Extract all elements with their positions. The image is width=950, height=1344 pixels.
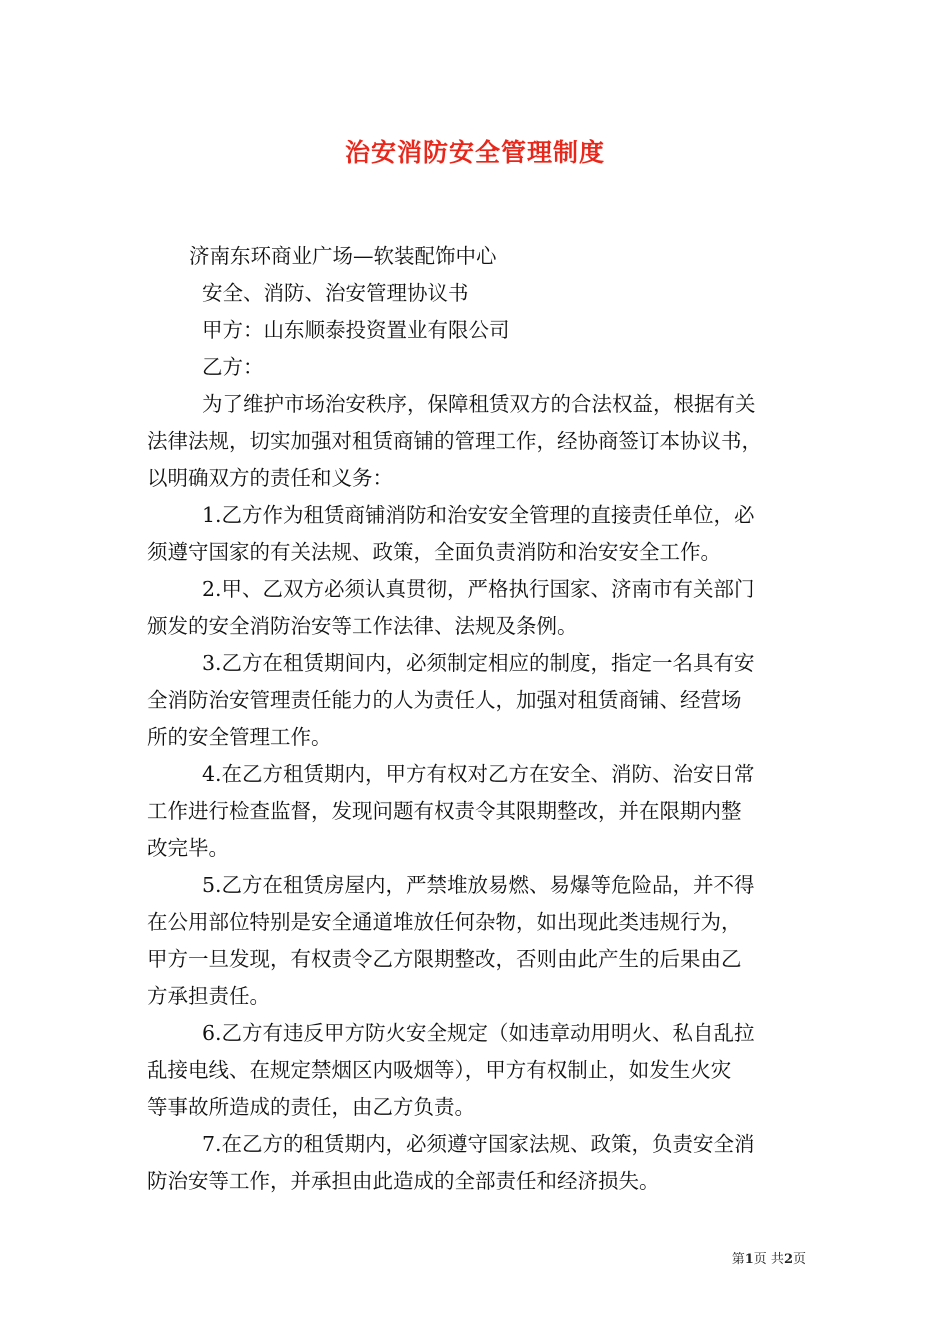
paragraph-line: 等事故所造成的责任，由乙方负责。	[147, 1095, 475, 1119]
paragraph-line: 1.乙方作为租赁商铺消防和治安安全管理的直接责任单位，必	[202, 503, 755, 527]
paragraph-line: 工作进行检查监督，发现问题有权责令其限期整改，并在限期内整	[147, 799, 742, 823]
paragraph	[147, 867, 817, 1015]
footer-middle: 页 共	[753, 1252, 784, 1267]
paragraph-line: 防治安等工作，并承担由此造成的全部责任和经济损失。	[147, 1169, 660, 1193]
footer-prefix: 第	[731, 1252, 745, 1267]
paragraph-line: 所的安全管理工作。	[147, 725, 332, 749]
footer-total-pages: 2	[783, 1252, 793, 1267]
paragraph-line: 7.在乙方的租赁期内，必须遵守国家法规、政策，负责安全消	[202, 1132, 755, 1156]
paragraph	[147, 1126, 817, 1200]
footer-suffix: 页	[792, 1252, 806, 1267]
paragraph	[147, 1015, 817, 1126]
paragraph-line: 3.乙方在租赁期间内，必须制定相应的制度，指定一名具有安	[202, 651, 755, 675]
paragraph-line: 以明确双方的责任和义务：	[147, 466, 393, 490]
paragraph-line: 法律法规，切实加强对租赁商铺的管理工作，经协商签订本协议书，	[147, 429, 762, 453]
paragraph-line: 须遵守国家的有关法规、政策，全面负责消防和治安安全工作。	[147, 540, 721, 564]
paragraph	[147, 756, 817, 867]
header-line-agreement: 安全、消防、治安管理协议书	[202, 281, 469, 305]
paragraph-line: 为了维护市场治安秩序，保障租赁双方的合法权益，根据有关	[202, 392, 756, 416]
paragraph-line: 在公用部位特别是安全通道堆放任何杂物，如出现此类违规行为，	[147, 910, 742, 934]
paragraph-line: 6.乙方有违反甲方防火安全规定（如违章动用明火、私自乱拉	[202, 1021, 755, 1045]
footer-current-page: 1	[744, 1252, 754, 1267]
paragraph-line: 4.在乙方租赁期内，甲方有权对乙方在安全、消防、治安日常	[202, 762, 755, 786]
header-line-party-a: 甲方：山东顺泰投资置业有限公司	[202, 318, 510, 342]
paragraph-line: 方承担责任。	[147, 984, 270, 1008]
paragraph-line: 2.甲、乙双方必须认真贯彻，严格执行国家、济南市有关部门	[202, 577, 755, 601]
paragraph	[147, 386, 817, 497]
paragraph-list	[147, 386, 817, 1200]
document-body	[147, 238, 817, 1200]
paragraph-line: 5.乙方在租赁房屋内，严禁堆放易燃、易爆等危险品，并不得	[202, 873, 755, 897]
document-title: 治安消防安全管理制度	[344, 138, 605, 167]
paragraph-line: 改完毕。	[147, 836, 229, 860]
paragraph-line: 甲方一旦发现，有权责令乙方限期整改，否则由此产生的后果由乙	[147, 947, 742, 971]
header-line-venue: 济南东环商业广场—软装配饰中心	[189, 244, 497, 268]
paragraph-line: 颁发的安全消防治安等工作法律、法规及条例。	[147, 614, 578, 638]
paragraph	[147, 497, 817, 571]
header-line-party-b: 乙方：	[202, 355, 264, 379]
paragraph	[147, 645, 817, 756]
paragraph	[147, 571, 817, 645]
paragraph-line: 乱接电线、在规定禁烟区内吸烟等），甲方有权制止，如发生火灾	[147, 1058, 732, 1082]
page-footer	[732, 1248, 806, 1267]
paragraph-line: 全消防治安管理责任能力的人为责任人，加强对租赁商铺、经营场	[147, 688, 742, 712]
